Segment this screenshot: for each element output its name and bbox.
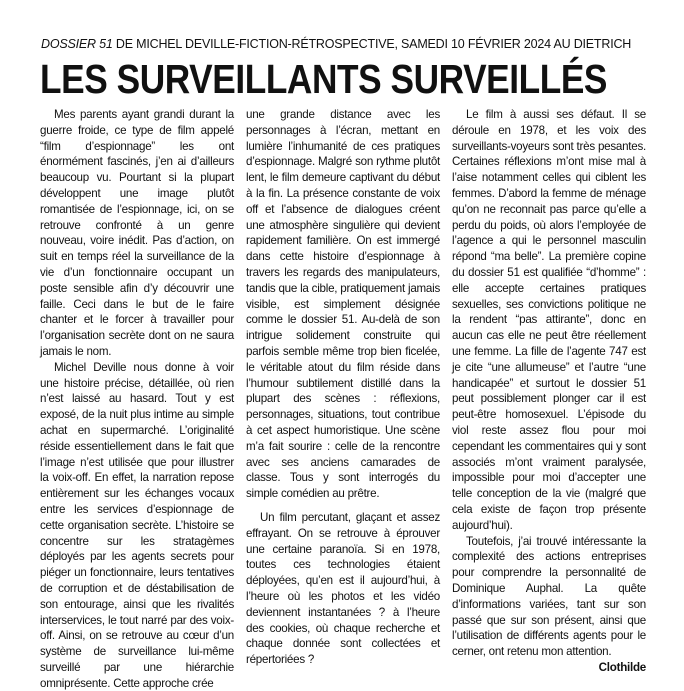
paragraph: une grande distance avec les personnages à l’écran, mettant en lumière l’inhumanité de ces pratiques d’espionnage. Malgré son rythme plutôt lent, le film demeure captivant du début à la fin. La présence constante de voix off et l’absence de dialogues créent une atmosphère singulière qui devient rapidement familière. On est immergé dans cette histoire d’espionnage à travers les regards des manipulateurs, tandis que la cible, pratiquement jamais visible, est simplement désignée comme le dossier 51. Au-delà de son intrigue solidement construite qui parfois semble même trop bien ficelée, le véritable atout du film réside dans l’humour subtilement distillé dans la plupart des scènes : réflexions, personnages, situations, tout contribue à cet aspect humoristique. Une scène m’a fait sourire : celle de la rencontre avec ses anciens camarades de classe. Tous y sont interrogés du simple comédien au prêtre. — [246, 108, 440, 501]
paragraph: Un film percutant, glaçant et assez effrayant. On se retrouve à éprouver une certaine paranoïa. Si en 1978, toutes ces technologies étaient déployées, qu’en est il aujourd’hui, à l’heure où les photos et les vidéo deviennent instantanées ? à l’heure des cookies, où chaque recherche et chaque donnée sont collectées et répertoriées ? — [246, 510, 440, 667]
author-signature: Clothilde — [598, 660, 646, 674]
article-column-1 — [40, 107, 234, 690]
paragraph: Toutefois, j’ai trouvé intéressante la complexité des actions entreprises pour comprendre la personnalité de Dominique Auphal. La quête d’informations variées, tant sur son passé que sur son présent, ainsi que l’utilisation de différents agents pour le cerner, ont retenu mon attention. — [452, 534, 646, 659]
article-column-2 — [246, 107, 440, 667]
paragraph: Mes parents ayant grandi durant la guerre froide, ce type de film appelé “film d’espionnage” les ont énormément fascinés, j’en ai d’ailleurs beaucoup vu. Pourtant si la plupart développent une image plutôt romantisée de l’espionnage, ici, on se retrouve confronté à un genre nouveau, voire inédit. Pas d’action, on suit en temps réel la surveillance de la vie d’un fonctionnaire occupant un poste sensible afin d’y découvrir une faille. Ceci dans le but de le faire chanter et le forcer à travailler pour l’organisation secrète dont on ne saura jamais le nom. — [40, 108, 234, 358]
article-headline: LES SURVEILLANTS SURVEILLÉS — [40, 56, 608, 102]
kicker-details: DE MICHEL DEVILLE-FICTION-RÉTROSPECTIVE, SAMEDI 10 FÉVRIER 2024 AU DIETRICH — [112, 37, 632, 51]
kicker-film-title: DOSSIER 51 — [41, 37, 113, 51]
article-column-3 — [452, 107, 646, 674]
paragraph: Le film à aussi ses défaut. Il se déroule en 1978, et les voix des surveillants-voyeurs sont très pesantes. Certaines réflexions m’ont mise mal à l’aise notamment celles qui ciblent les femmes. D’abord la femme de ménage qu’on ne reconnait pas parce qu’elle a perdu du poids, où alors l’employée de l’agence a qui le personnel masculin répond “ma belle”. La première copine du dossier 51 est qualifiée “d’homme” : elle accepte certaines pratiques sexuelles, ses convictions politique ne la rendent “pas attirante”, donc en aucun cas elle ne peut être réellement une femme. La fille de l’agente 747 est je cite “une allumeuse” et l’autre “une handicapée” et surtout le dossier 51 peut possiblement plonger car il est peut-être homosexuel. L’épisode du viol reste assez flou pour moi cependant les commentaires qui y sont associés m’ont vraiment paralysée, impossible pour moi d’accepter une telle conception de la vie (malgré que cela existe de façon trop présente aujourd’hui). — [452, 108, 646, 532]
article-body — [40, 107, 646, 690]
article-kicker — [41, 36, 661, 52]
paragraph: Michel Deville nous donne à voir une histoire précise, détaillée, où rien n’est laissé au hasard. Tout y est exposé, de la nuit plus intime au simple achat en supermarché. L’originalité réside essentiellement dans le fait que l’image n’est utilisée que pour illustrer la voix-off. En effet, la narration repose entièrement sur les échanges vocaux entre les services d’espionnage de cette organisation secrète. L’histoire se concentre sur les stratagèmes déployés par les agents secrets pour piéger un fonctionnaire, leurs tentatives de corruption et de déstabilisation de son entourage, ainsi que les rivalités interservices, le tout narré par des voix-off. Ainsi, on se retrouve au cœur d’un système de surveillance lui-même surveillé par une hiérarchie omniprésente. Cette approche crée — [40, 360, 234, 690]
